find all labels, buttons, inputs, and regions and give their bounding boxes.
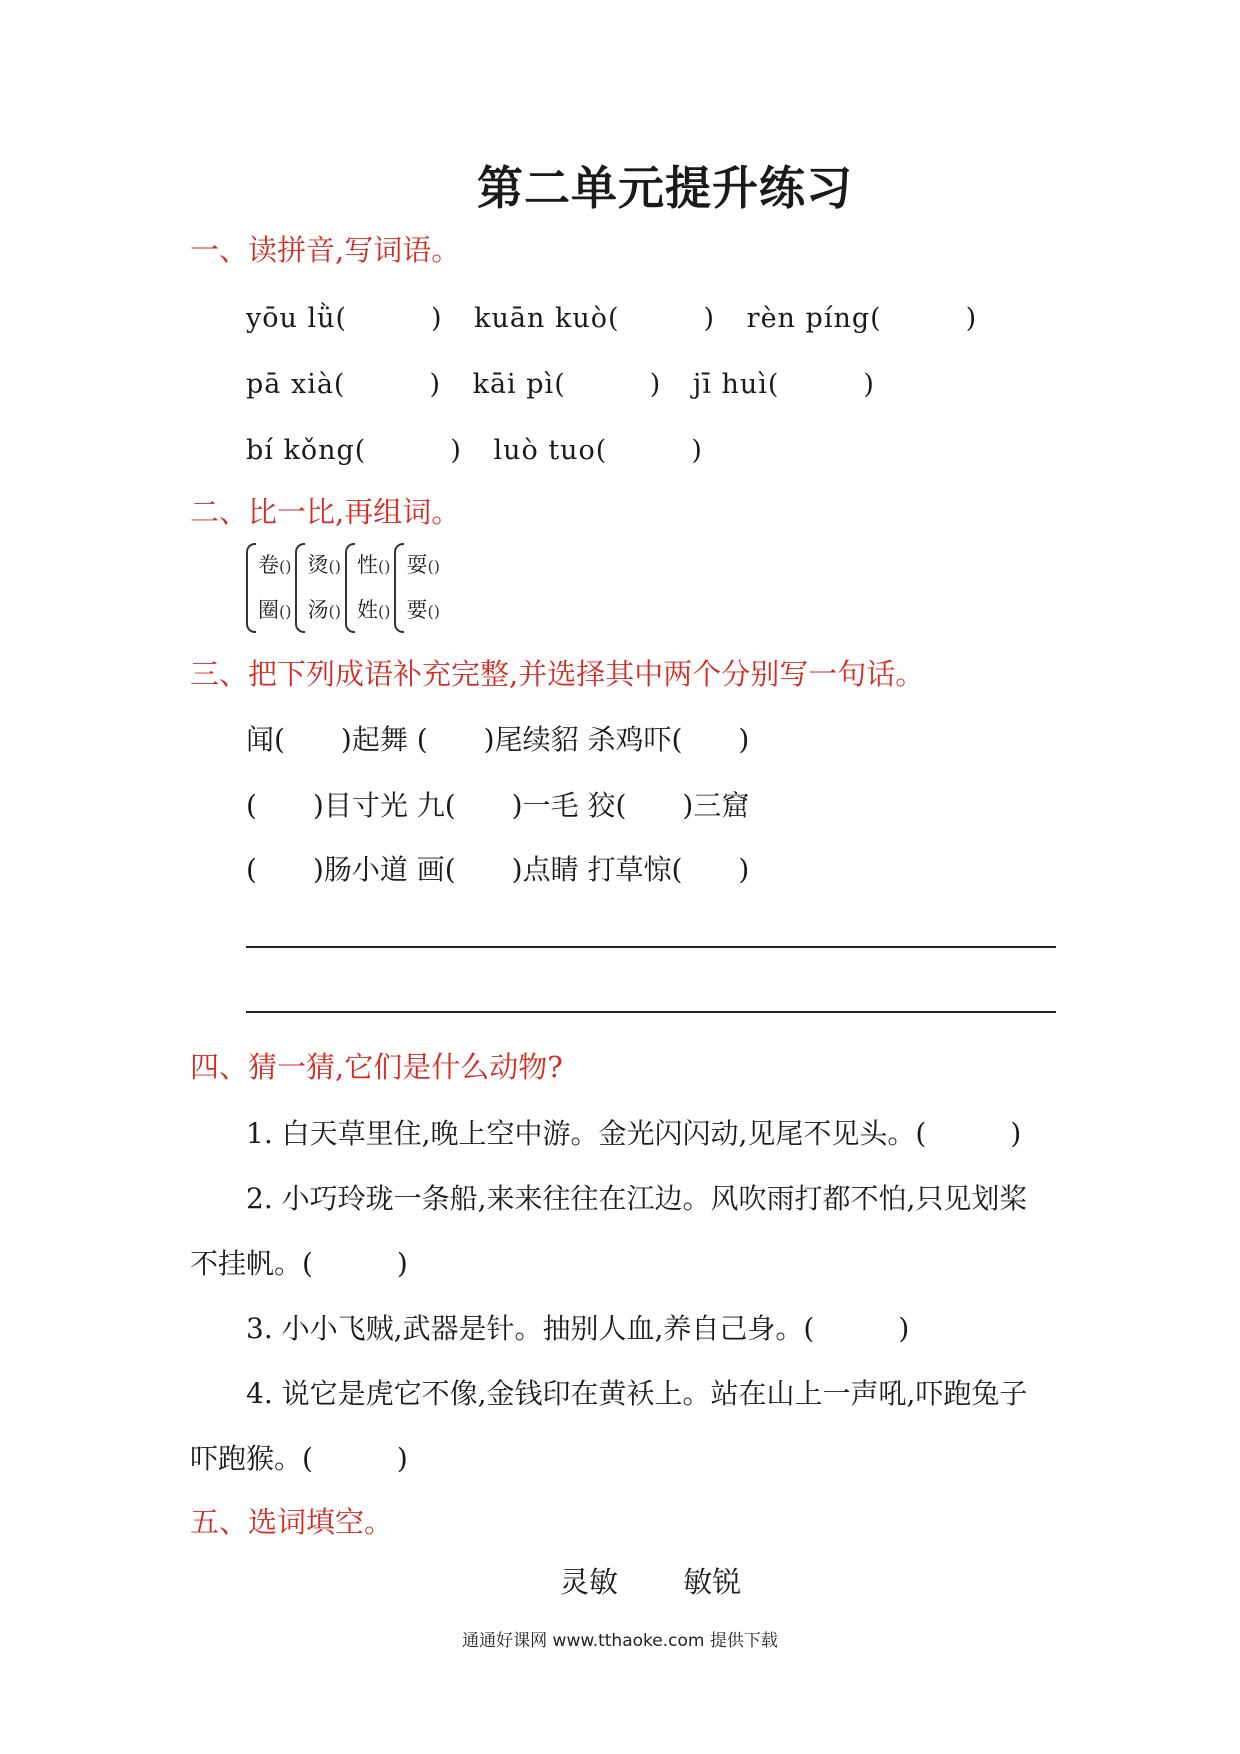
pinyin-row-3 — [246, 428, 725, 467]
section-2-heading: 二、比一比,再组词。 — [190, 495, 461, 529]
answer-box: () — [377, 556, 391, 576]
section-5-heading: 五、选词填空。 — [190, 1505, 394, 1539]
answer-box: () — [279, 601, 292, 621]
compare-char: 卷 — [258, 552, 279, 577]
idiom-row-3: ( )肠小道 画( )点睛 打草惊( ) — [246, 853, 750, 886]
answer-box: () — [427, 601, 440, 621]
answer-box: () — [427, 556, 440, 576]
pinyin-item: bí kǒng( ) — [246, 435, 462, 466]
answer-box: () — [377, 601, 391, 621]
brace-icon — [394, 543, 404, 633]
compare-char: 耍 — [406, 552, 428, 577]
idiom-row-2: ( )目寸光 九( )一毛 狡( )三窟 — [246, 789, 750, 822]
footer-credit: 通通好课网 www.tthaoke.com 提供下载 — [462, 1631, 778, 1651]
pinyin-item: kuān kuò( ) — [474, 303, 716, 334]
compare-group — [295, 543, 340, 633]
riddle-3: 3. 小小飞贼,武器是针。抽别人血,养自己身。( ) — [246, 1312, 910, 1345]
answer-box: () — [279, 556, 292, 576]
answer-box: () — [328, 601, 341, 621]
compare-char: 圈 — [258, 597, 279, 622]
riddle-4-line-1: 4. 说它是虎它不像,金钱印在黄袄上。站在山上一声吼,吓跑兔子 — [246, 1377, 1028, 1410]
riddle-2-line-2: 不挂帆。( ) — [190, 1247, 408, 1280]
compare-group — [246, 543, 291, 633]
writing-line-1[interactable] — [246, 946, 1056, 948]
idiom-row-1: 闻( )起舞 ( )尾续貂 杀鸡吓( ) — [246, 723, 750, 756]
pinyin-item: kāi pì( ) — [472, 369, 662, 400]
pinyin-item: yōu lǜ( ) — [246, 303, 443, 334]
compare-groups — [246, 543, 440, 633]
brace-icon — [345, 543, 355, 633]
answer-box: () — [328, 556, 341, 576]
page-title: 第二单元提升练习 — [477, 161, 853, 215]
compare-char: 烫 — [307, 552, 329, 577]
word-option: 敏锐 — [683, 1565, 742, 1599]
pinyin-item: pā xià( ) — [246, 369, 441, 400]
compare-char: 姓 — [356, 597, 378, 622]
compare-char: 性 — [356, 552, 378, 577]
writing-line-2[interactable] — [246, 1011, 1056, 1013]
compare-char: 汤 — [307, 597, 329, 622]
brace-icon — [295, 543, 305, 633]
word-options — [560, 1560, 797, 1601]
riddle-1: 1. 白天草里住,晚上空中游。金光闪闪动,见尾不见头。( ) — [246, 1117, 1022, 1150]
pinyin-item: jī huì( ) — [692, 369, 875, 400]
section-1-heading: 一、读拼音,写词语。 — [190, 233, 461, 267]
compare-group — [394, 543, 439, 633]
brace-icon — [246, 543, 256, 633]
compare-group — [345, 543, 390, 633]
compare-char: 要 — [406, 597, 428, 622]
pinyin-item: luò tuo( ) — [493, 435, 703, 466]
riddle-2-line-1: 2. 小巧玲珑一条船,来来往往在江边。风吹雨打都不怕,只见划桨 — [246, 1182, 1028, 1215]
pinyin-row-1 — [246, 296, 999, 335]
pinyin-item: rèn píng( ) — [746, 303, 978, 334]
section-4-heading: 四、猜一猜,它们是什么动物? — [190, 1050, 563, 1084]
word-option: 灵敏 — [560, 1565, 619, 1599]
pinyin-row-2 — [246, 362, 897, 401]
section-3-heading: 三、把下列成语补充完整,并选择其中两个分别写一句话。 — [190, 657, 925, 691]
riddle-4-line-2: 吓跑猴。( ) — [190, 1442, 408, 1475]
